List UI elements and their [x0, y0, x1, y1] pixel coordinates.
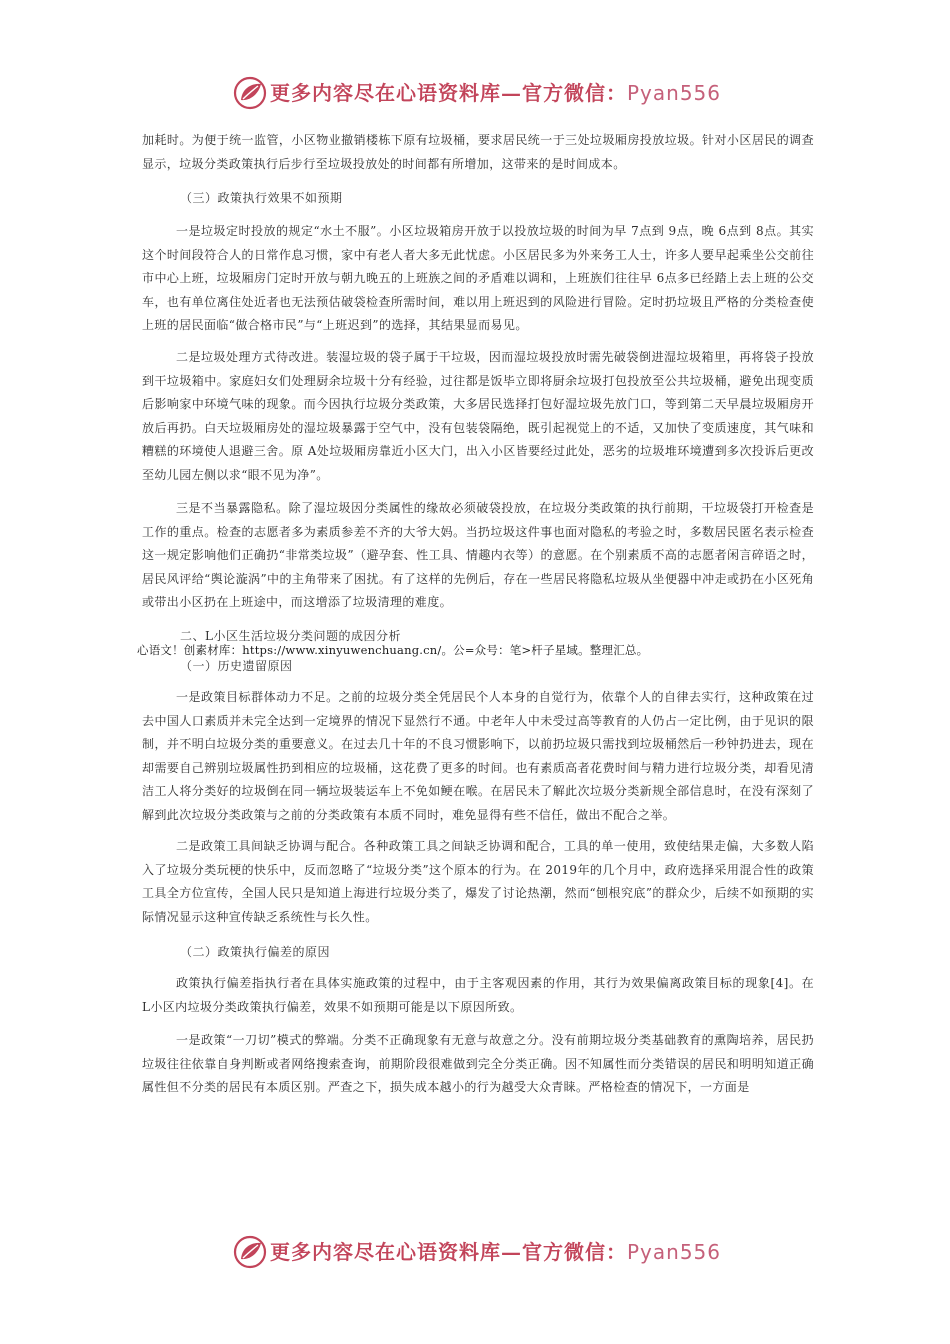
paragraph-time-cost: 加耗时。为便于统一监管，小区物业撤销楼栋下原有垃圾桶，要求居民统一于三处垃圾厢房投放垃圾。针对小区居民的调查显示，垃圾分类政策执行后步行至垃圾投放处的时间都有所增加，这带来的是时间成本。: [142, 133, 814, 171]
chapter-heading-2: 二、L小区生活垃圾分类问题的成因分析: [180, 629, 401, 643]
paragraph-processing-method: 二是垃圾处理方式待改进。装湿垃圾的袋子属于干垃圾，因而湿垃圾投放时需先破袋倒进湿垃圾箱里，再将袋子投放到干垃圾箱中。家庭妇女们处理厨余垃圾十分有经验，过往都是饭毕立即将厨余垃圾打包投放至公共垃圾桶，避免出现变质后影响家中环境气味的现象。而今因执行垃圾分类政策，大多居民选择打包好湿垃圾先放门口，等到第二天早晨垃圾厢房开放后再扔。白天垃圾厢房处的湿垃圾暴露于空气中，没有包装袋隔绝，既引起视觉上的不适，又加快了变质速度，其气味和糟糕的环境使人退避三舍。原 A处垃圾厢房靠近小区大门，出入小区皆要经过此处，恶劣的垃圾堆环境遭到多次投诉后更改至幼儿园左侧以求“眼不见为净”。: [142, 350, 814, 482]
paragraph-target-group: 一是政策目标群体动力不足。之前的垃圾分类全凭居民个人本身的自觉行为，依靠个人的自律去实行，这种政策在过去中国人口素质并未完全达到一定境界的情况下显然行不通。中老年人中未受过高等教育的人仍占一定比例，由于见识的限制，并不明白垃圾分类的重要意义。在过去几十年的不良习惯影响下，以前扔垃圾只需找到垃圾桶然后一秒钟扔进去，现在却需要自己辨别垃圾属性扔到相应的垃圾桶，这花费了更多的时间。也有素质高者花费时间与精力进行垃圾分类，却看见清洁工人将分类好的垃圾倒在同一辆垃圾装运车上不免如鲠在喉。在居民未了解此次垃圾分类新规全部信息时，在没有深刻了解到此次垃圾分类政策与之前的分类政策有本质不同时，难免显得有些不信任，做出不配合之举。: [142, 690, 814, 822]
leaf-logo-icon: [232, 1234, 268, 1270]
section-heading-2: （二）政策执行偏差的原因: [180, 945, 331, 959]
banner-text: 更多内容尽在心语资料库—官方微信：Pyan556: [270, 81, 722, 105]
paragraph-one-size-fits-all: 一是政策“一刀切”模式的弊端。分类不正确现象有无意与故意之分。没有前期垃圾分类基础教育的熏陶培养，居民扔垃圾往往依靠自身判断或者网络搜索查询，前期阶段很难做到完全分类正确。因不知属性而分类错误的居民和明明知道正确属性但不分类的居民有本质区别。严查之下，损失成本越小的行为越受大众青睐。严格检查的情况下，一方面是: [142, 1033, 814, 1095]
paragraph-policy-tools: 二是政策工具间缺乏协调与配合。各种政策工具之间缺乏协调和配合，工具的单一使用，致使结果走偏，大多数人陷入了垃圾分类玩梗的快乐中，反而忽略了“垃圾分类”这个原本的行为。在 2019年的几个月中，政府选择采用混合性的政策工具全方位宣传，全国人民只是知道上海进行垃圾分类了，爆发了讨论热潮，然而“刨根究底”的群众少，后续不如预期的实际情况显示这种宣传缺乏系统性与长久性。: [142, 839, 814, 924]
footer-banner: [0, 1232, 950, 1272]
banner-text: 更多内容尽在心语资料库—官方微信：Pyan556: [270, 1240, 722, 1264]
paragraph-privacy: 三是不当暴露隐私。除了湿垃圾因分类属性的缘故必须破袋投放，在垃圾分类政策的执行前期，干垃圾袋打开检查是工作的重点。检查的志愿者多为素质参差不齐的大爷大妈。当扔垃圾这件事也面对隐私的考验之时，多数居民匿名表示检查这一规定影响他们正确扔“非常类垃圾”（避孕套、性工具、情趣内衣等）的意愿。在个别素质不高的志愿者闲言碎语之时，居民风评给“舆论漩涡”中的主角带来了困扰。有了这样的先例后，存在一些居民将隐私垃圾从坐便器中冲走或扔在小区死角或带出小区扔在上班途中，而这增添了垃圾清理的难度。: [142, 501, 814, 610]
section-heading-3: （三）政策执行效果不如预期: [180, 191, 343, 205]
source-watermark: 心语文！创素材库：https://www.xinyuwenchuang.cn/。公=众号：笔>杆子星域。整理汇总。: [137, 643, 649, 657]
paragraph-scheduled-disposal: 一是垃圾定时投放的规定“水土不服”。小区垃圾箱房开放于以投放垃圾的时间为早 7点到 9点，晚 6点到 8点。其实这个时间段符合人的日常作息习惯，家中有老人者大多无此忧虑。小区居民多为外来务工人士，许多人要早起乘坐公交前往市中心上班，垃圾厢房门定时开放与朝九晚五的上班族之间的矛盾难以调和，上班族们往往早 6点多已经踏上去上班的公交车，也有单位离住处近者也无法预估破袋检查所需时间，难以用上班迟到的风险进行冒险。定时扔垃圾且严格的分类检查使上班的居民面临“做合格市民”与“上班迟到”的选择，其结果显而易见。: [142, 224, 814, 333]
section-heading-1: （一）历史遗留原因: [180, 659, 293, 673]
paragraph-execution-deviation: 政策执行偏差指执行者在具体实施政策的过程中，由于主客观因素的作用，其行为效果偏离政策目标的现象[4]。在 L小区内垃圾分类政策执行偏差，效果不如预期可能是以下原因所致。: [142, 976, 814, 1014]
